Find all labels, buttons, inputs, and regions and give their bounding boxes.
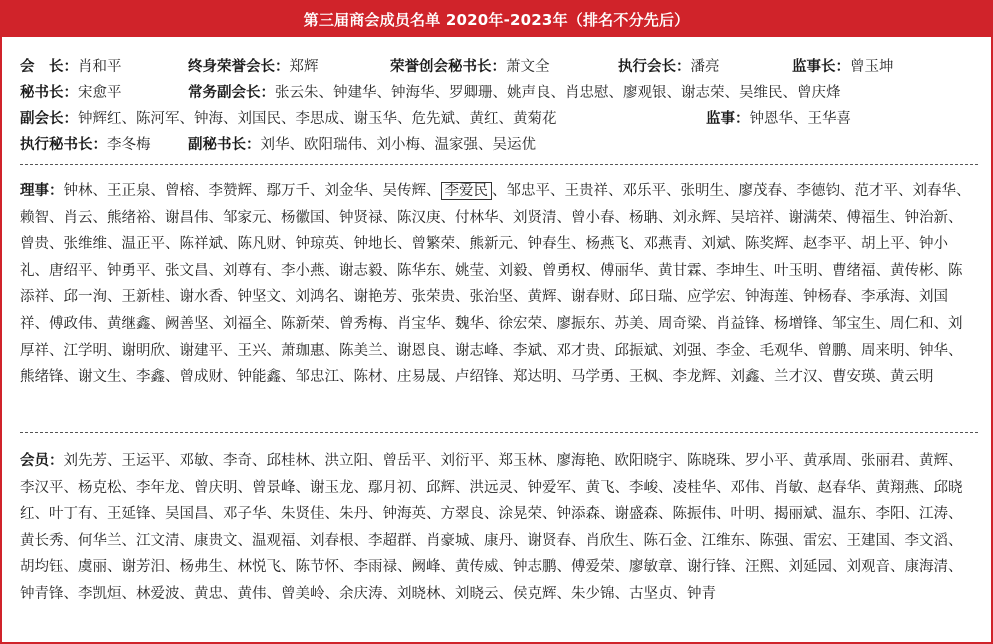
officers-row-2 [20,80,982,106]
members-label: 会员： [20,453,64,469]
dashed-divider-2 [20,432,978,433]
executive-vp-entry [188,80,841,106]
dashed-divider-1 [20,164,978,165]
deputy-secretary-label: 副秘书长： [188,137,261,153]
title-bar [2,2,991,37]
executive-secretary-label: 执行秘书长： [20,137,107,153]
secretary-general-name: 宋愈平 [78,85,122,101]
president-name: 肖和平 [78,59,122,75]
chief-supervisor-label: 监事长： [792,59,850,75]
executive-vp-names: 张云朱、钟建华、钟海华、罗卿珊、姚声良、肖忠慰、廖观银、谢志荣、吴维民、曾庆烽 [275,85,841,101]
vice-president-entry [20,106,557,132]
secretary-general-entry [20,80,122,106]
members-names: 刘先芳、王运平、邓敏、李奇、邱桂林、洪立阳、曾岳平、刘衍平、郑玉林、廖海艳、欧阳晓宇、陈晓珠、罗小平、黄承周、张丽君、黄辉、李汉平、杨克松、李年龙、曾庆明、曾景峰、谢玉龙、鄢月初、邱辉、洪远灵、钟爱军、黄飞、李峻、凌桂华、邓伟、肖敏、赵春华、黄翔燕、邱晓红、叶丁有、王延锋、吴国昌、邓子华、朱贤佳、朱丹、钟海英、方翠良、涂晃荣、钟添森、谢盛森、陈振伟、叶明、揭丽斌、温东、李阳、江涛、黄长秀、何华兰、江文清、康贵文、温观福、刘春根、李超群、肖豪城、康丹、谢贤春、肖欣生、陈石金、江维东、陈强、雷宏、王建国、李文滔、胡均钰、虞丽、谢芳汨、杨弗生、林悦飞、陈节怀、李雨禄、阙峰、黄传威、钟志鹏、傅爱荣、廖敏章、谢行锋、汪熙、刘延园、刘观音、康海清、钟青锋、李凯烜、林爱波、黄忠、黄伟、曾美岭、余庆涛、刘晓林、刘晓云、侯克辉、朱少锦、古坚贞、钟青 [20,453,963,602]
officers-section [20,54,982,158]
directors-names-part-1: 钟林、王正泉、曾榕、李赞辉、鄢万千、刘金华、吴传辉、 [63,183,441,199]
chief-supervisor-name: 曾玉坤 [850,59,894,75]
directors-section [20,178,976,391]
officers-row-1 [20,54,982,80]
deputy-secretary-names: 刘华、欧阳瑞伟、刘小梅、温家强、吴运优 [260,137,536,153]
chief-supervisor-entry [792,54,894,80]
president-entry [20,54,122,80]
officers-row-4 [20,132,982,158]
supervisor-label: 监事： [706,111,750,127]
honorary-secretary-entry [390,54,550,80]
executive-vp-label: 常务副会长： [188,85,275,101]
secretary-general-label: 秘书长： [20,85,78,101]
members-section [20,448,976,608]
honorary-secretary-name: 萧文全 [506,59,550,75]
deputy-secretary-entry [188,132,536,158]
vice-president-label: 副会长： [20,111,78,127]
honorary-president-entry [188,54,319,80]
directors-names-part-2: 、邹忠平、王贵祥、邓乐平、张明生、廖茂春、李德钧、范才平、刘春华、赖智、肖云、熊绪裕、谢昌伟、邹家元、杨徽国、钟贤禄、陈汉庚、付林华、刘贤清、曾小春、杨聃、刘永辉、吴培祥、谢满荣、傅福生、钟治新、曾贵、张维维、温正平、陈祥斌、陈凡财、钟琼英、钟地长、曾繁荣、熊新元、钟春生、杨燕飞、邓燕青、刘斌、陈奖辉、赵李平、胡上平、钟小礼、唐绍平、钟勇平、张文昌、刘尊有、李小燕、谢志毅、陈华东、姚莹、刘毅、曾勇权、傅丽华、黄甘霖、李坤生、叶玉明、曹绪福、黄传彬、陈添祥、邱一洵、王新桂、谢水香、钟坚文、刘鸿名、谢艳芳、张荣贵、张治坚、黄辉、谢春财、邱日瑞、应学宏、钟海莲、钟杨春、李承海、刘国祥、傅政伟、黄继鑫、阙善坚、刘福全、陈新荣、曾秀梅、肖宝华、魏华、徐宏荣、廖振东、苏美、周奇梁、肖益锋、杨增锋、邹宝生、周仁和、刘厚祥、江学明、谢明欣、谢建平、王兴、萧珈惠、陈美兰、谢恩良、谢志峰、李斌、邓才贵、邱振斌、刘强、李金、毛观华、曾鹏、周来明、钟华、熊绪锋、谢文生、李鑫、曾成财、钟能鑫、邹忠江、陈材、庄易晟、卢绍锋、郑达明、马学勇、王枫、李龙辉、刘鑫、兰才汉、曹安瑛、黄云明 [20,183,971,386]
executive-secretary-name: 李冬梅 [107,137,151,153]
supervisor-entry [706,106,851,132]
executive-president-label: 执行会长： [618,59,691,75]
executive-president-entry [618,54,720,80]
honorary-secretary-label: 荣誉创会秘书长： [390,59,506,75]
executive-president-name: 潘亮 [690,59,720,75]
highlighted-director-name: 李爱民 [441,182,493,200]
directors-label: 理事： [20,183,64,199]
honorary-president-name: 郑辉 [289,59,319,75]
president-label: 会 长： [20,59,78,75]
vice-president-names: 钟辉红、陈河军、钟海、刘国民、李思成、谢玉华、危先斌、黄红、黄菊花 [78,111,557,127]
officers-row-3 [20,106,982,132]
honorary-president-label: 终身荣誉会长： [188,59,290,75]
page-title: 第三届商会成员名单 2020年-2023年（排名不分先后） [303,11,690,29]
executive-secretary-entry [20,132,151,158]
supervisor-names: 钟恩华、王华喜 [749,111,851,127]
